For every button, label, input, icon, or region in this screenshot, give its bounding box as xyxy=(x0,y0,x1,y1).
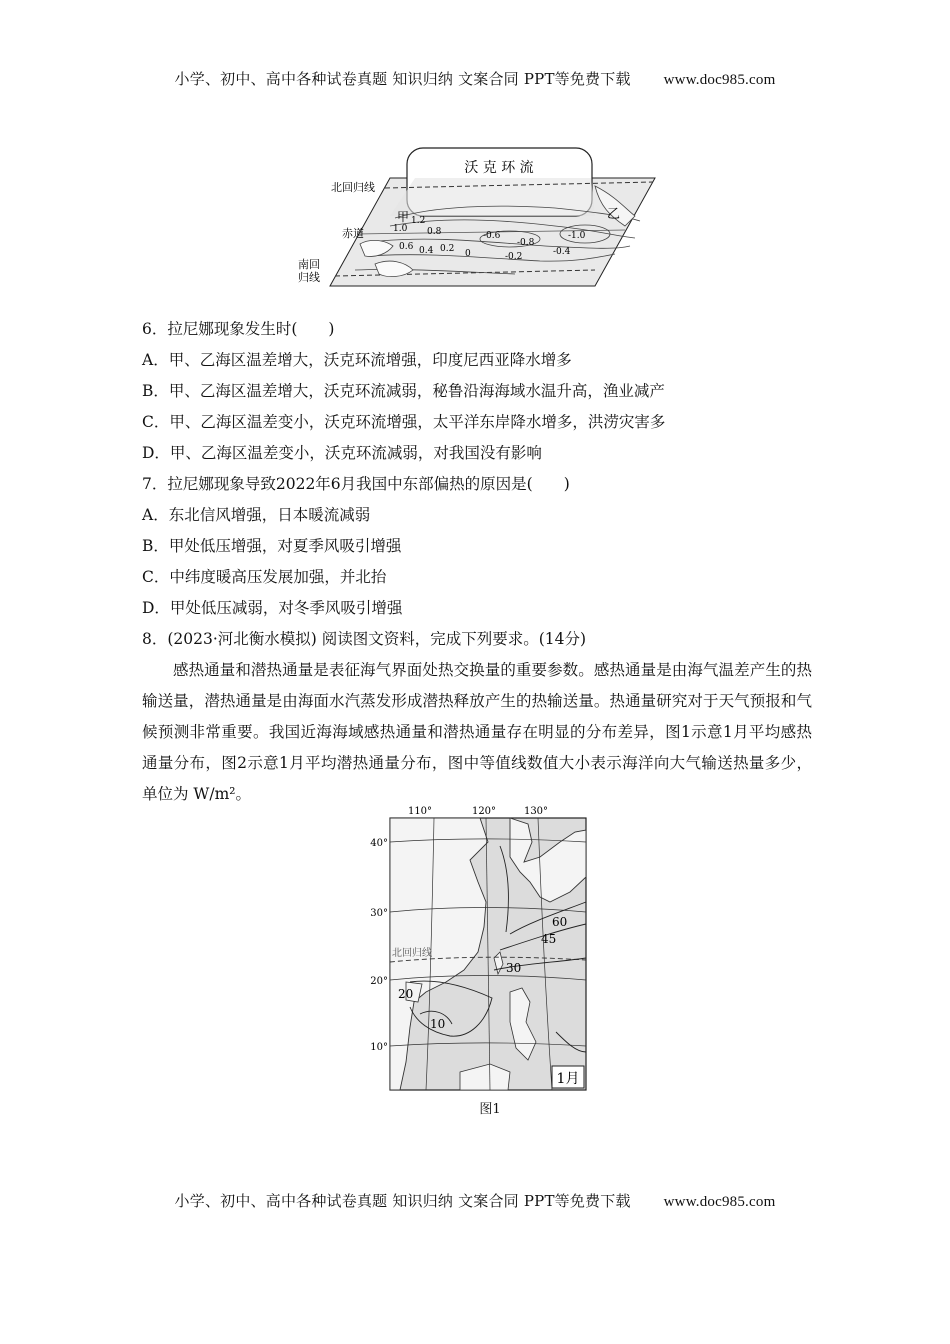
isoline-0.4: 0.4 xyxy=(419,246,434,256)
isoline-neg0.2: -0.2 xyxy=(505,252,523,262)
question-6-option-c: C．甲、乙海区温差变小，沃克环流增强，太平洋东岸降水增多，洪涝灾害多 xyxy=(142,413,666,431)
lat-20: 20° xyxy=(370,976,388,987)
label-tropic-south-1: 南回 xyxy=(298,258,320,271)
isoline-1.0: 1.0 xyxy=(393,224,408,234)
lon-110: 110° xyxy=(407,806,433,817)
isoline-10: 10 xyxy=(430,1017,446,1031)
walker-title: 沃 克 环 流 xyxy=(464,160,534,176)
isoline-neg0.8: -0.8 xyxy=(517,238,535,248)
isoline-1.2: 1.2 xyxy=(411,216,426,226)
figure-caption: 图1 xyxy=(479,1102,501,1117)
question-8-stem: 8．(2023·河北衡水模拟) 阅读图文资料，完成下列要求。(14分) xyxy=(142,630,587,648)
isoline-neg1.0: -1.0 xyxy=(568,231,586,241)
question-6-option-b: B．甲、乙海区温差增大，沃克环流减弱，秘鲁沿海海域水温升高，渔业减产 xyxy=(142,382,665,400)
label-tropic-north: 北回归线 xyxy=(331,181,375,194)
lat-40: 40° xyxy=(370,838,388,849)
heat-flux-map xyxy=(360,802,600,1098)
lat-30: 30° xyxy=(370,908,388,919)
isoline-0.8: 0.8 xyxy=(427,227,442,237)
isoline-neg0.6: -0.6 xyxy=(483,231,501,241)
isoline-20: 20 xyxy=(398,987,414,1001)
month-badge-text: 1月 xyxy=(556,1071,580,1087)
walker-circulation-figure xyxy=(295,146,665,291)
isoline-30: 30 xyxy=(506,961,522,975)
question-7-option-a: A．东北信风增强，日本暖流减弱 xyxy=(142,506,371,524)
question-7-option-b: B．甲处低压增强，对夏季风吸引增强 xyxy=(142,537,402,555)
question-6-stem: 6．拉尼娜现象发生时( ) xyxy=(142,320,335,338)
isoline-60: 60 xyxy=(552,915,568,929)
question-6-option-d: D．甲、乙海区温差变小，沃克环流减弱，对我国没有影响 xyxy=(142,444,542,462)
question-7-option-d: D．甲处低压减弱，对冬季风吸引增强 xyxy=(142,599,403,617)
lat-10: 10° xyxy=(370,1042,388,1053)
map-tropic-label: 北回归线 xyxy=(392,948,432,959)
question-8-paragraph: 感热通量和潜热通量是表征海气界面处热交换量的重要参数。感热通量是由海气温差产生的热输送量，潜热通量是由海面水汽蒸发形成潜热释放产生的热输送量。热通量研究对于天气预报和气候预测非常重要。我国近海海域感热通量和潜热通量存在明显的分布差异，图1示意1月平均感热通量分布，图2示意1月平均潜热通量分布，图中等值线数值大小表示海洋向大气输送热量多少，单位为 W/m²。 xyxy=(142,661,812,803)
isoline-neg0.4: -0.4 xyxy=(553,247,571,257)
footer-text: 小学、初中、高中各种试卷真题 知识归纳 文案合同 PPT等免费下载 xyxy=(174,1192,631,1210)
isoline-0.2: 0.2 xyxy=(440,244,455,254)
lon-130: 130° xyxy=(523,806,549,817)
isoline-45: 45 xyxy=(541,932,557,946)
lon-120: 120° xyxy=(471,806,497,817)
label-yi: 乙 xyxy=(607,207,621,222)
footer-site[interactable]: www.doc985.com xyxy=(663,1194,776,1210)
questions-block xyxy=(142,314,812,810)
page-header xyxy=(0,68,950,89)
header-site[interactable]: www.doc985.com xyxy=(663,72,776,88)
label-tropic-south-2: 归线 xyxy=(298,271,320,284)
label-equator: 赤道 xyxy=(342,227,364,240)
isoline-0: 0 xyxy=(465,249,471,259)
question-7-option-c: C．中纬度暖高压发展加强，并北抬 xyxy=(142,568,387,586)
question-7-stem: 7．拉尼娜现象导致2022年6月我国中东部偏热的原因是( ) xyxy=(142,475,570,493)
label-jia: 甲 xyxy=(397,210,410,224)
question-6-option-a: A．甲、乙海区温差增大，沃克环流增强，印度尼西亚降水增多 xyxy=(142,351,572,369)
isoline-0.6: 0.6 xyxy=(399,242,414,252)
header-text: 小学、初中、高中各种试卷真题 知识归纳 文案合同 PPT等免费下载 xyxy=(174,70,631,88)
page-footer xyxy=(0,1190,950,1211)
